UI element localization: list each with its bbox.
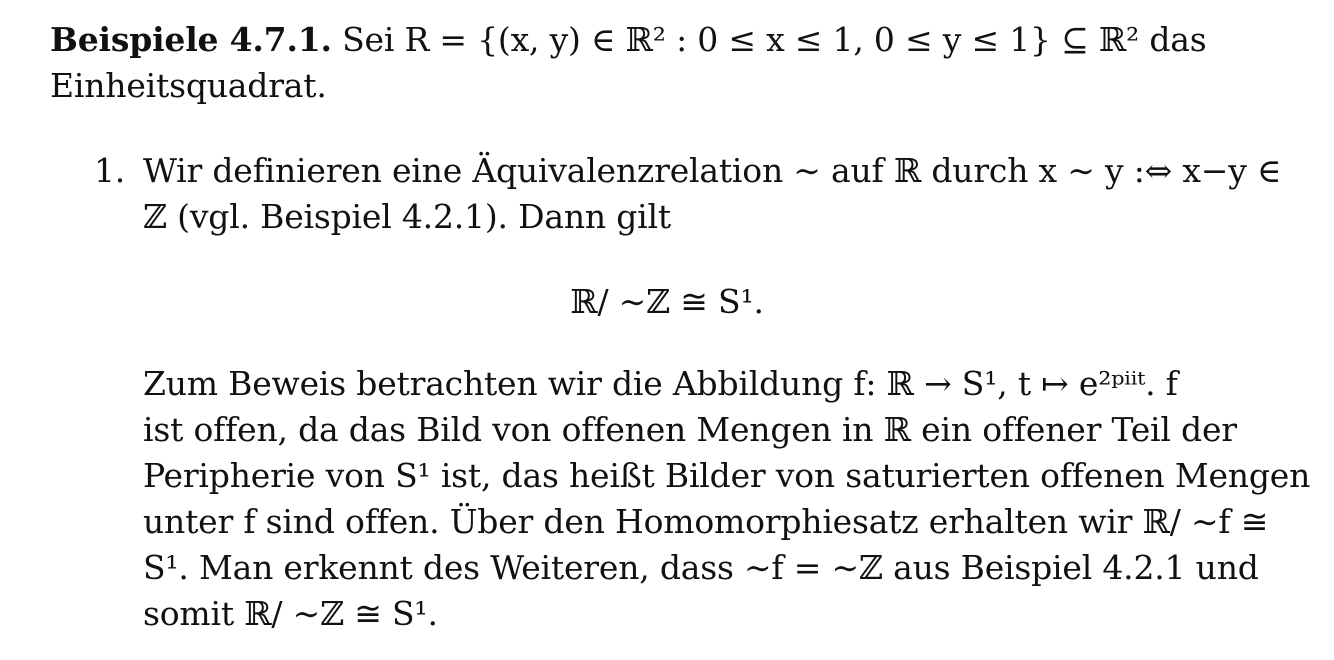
proof-line-3: Peripherie von S¹ ist, das heißt Bilder von saturierten offenen Mengen (143, 456, 1311, 495)
example-heading-line (50, 20, 1280, 60)
example-heading-text: Sei R = {(x, y) ∈ ℝ² : 0 ≤ x ≤ 1, 0 ≤ y ≤ 1} ⊆ ℝ² das (342, 20, 1207, 59)
example-heading-continuation: Einheitsquadrat. (50, 66, 327, 105)
item-second-line: ℤ (vgl. Beispiel 4.2.1). Dann gilt (143, 197, 671, 236)
item-number: 1. (94, 151, 126, 190)
proof-line-1: Zum Beweis betrachten wir die Abbildung f: ℝ → S¹, t ↦ e²ᵖⁱⁱᵗ. f (143, 364, 1178, 403)
proof-line-5: S¹. Man erkennt des Weiteren, dass ∼f = ∼ℤ aus Beispiel 4.2.1 und (143, 548, 1259, 587)
proof-line-2: ist offen, da das Bild von offenen Mengen in ℝ ein offener Teil der (143, 410, 1237, 449)
display-formula: ℝ/ ∼ℤ ≅ S¹. (570, 282, 764, 321)
item-first-line: Wir definieren eine Äquivalenzrelation ∼ auf ℝ durch x ∼ y :⇔ x−y ∈ (143, 151, 1282, 190)
example-label: Beispiele 4.7.1. (50, 20, 332, 59)
proof-line-6: somit ℝ/ ∼ℤ ≅ S¹. (143, 594, 438, 633)
proof-line-4: unter f sind offen. Über den Homomorphiesatz erhalten wir ℝ/ ∼f ≅ (143, 502, 1269, 541)
